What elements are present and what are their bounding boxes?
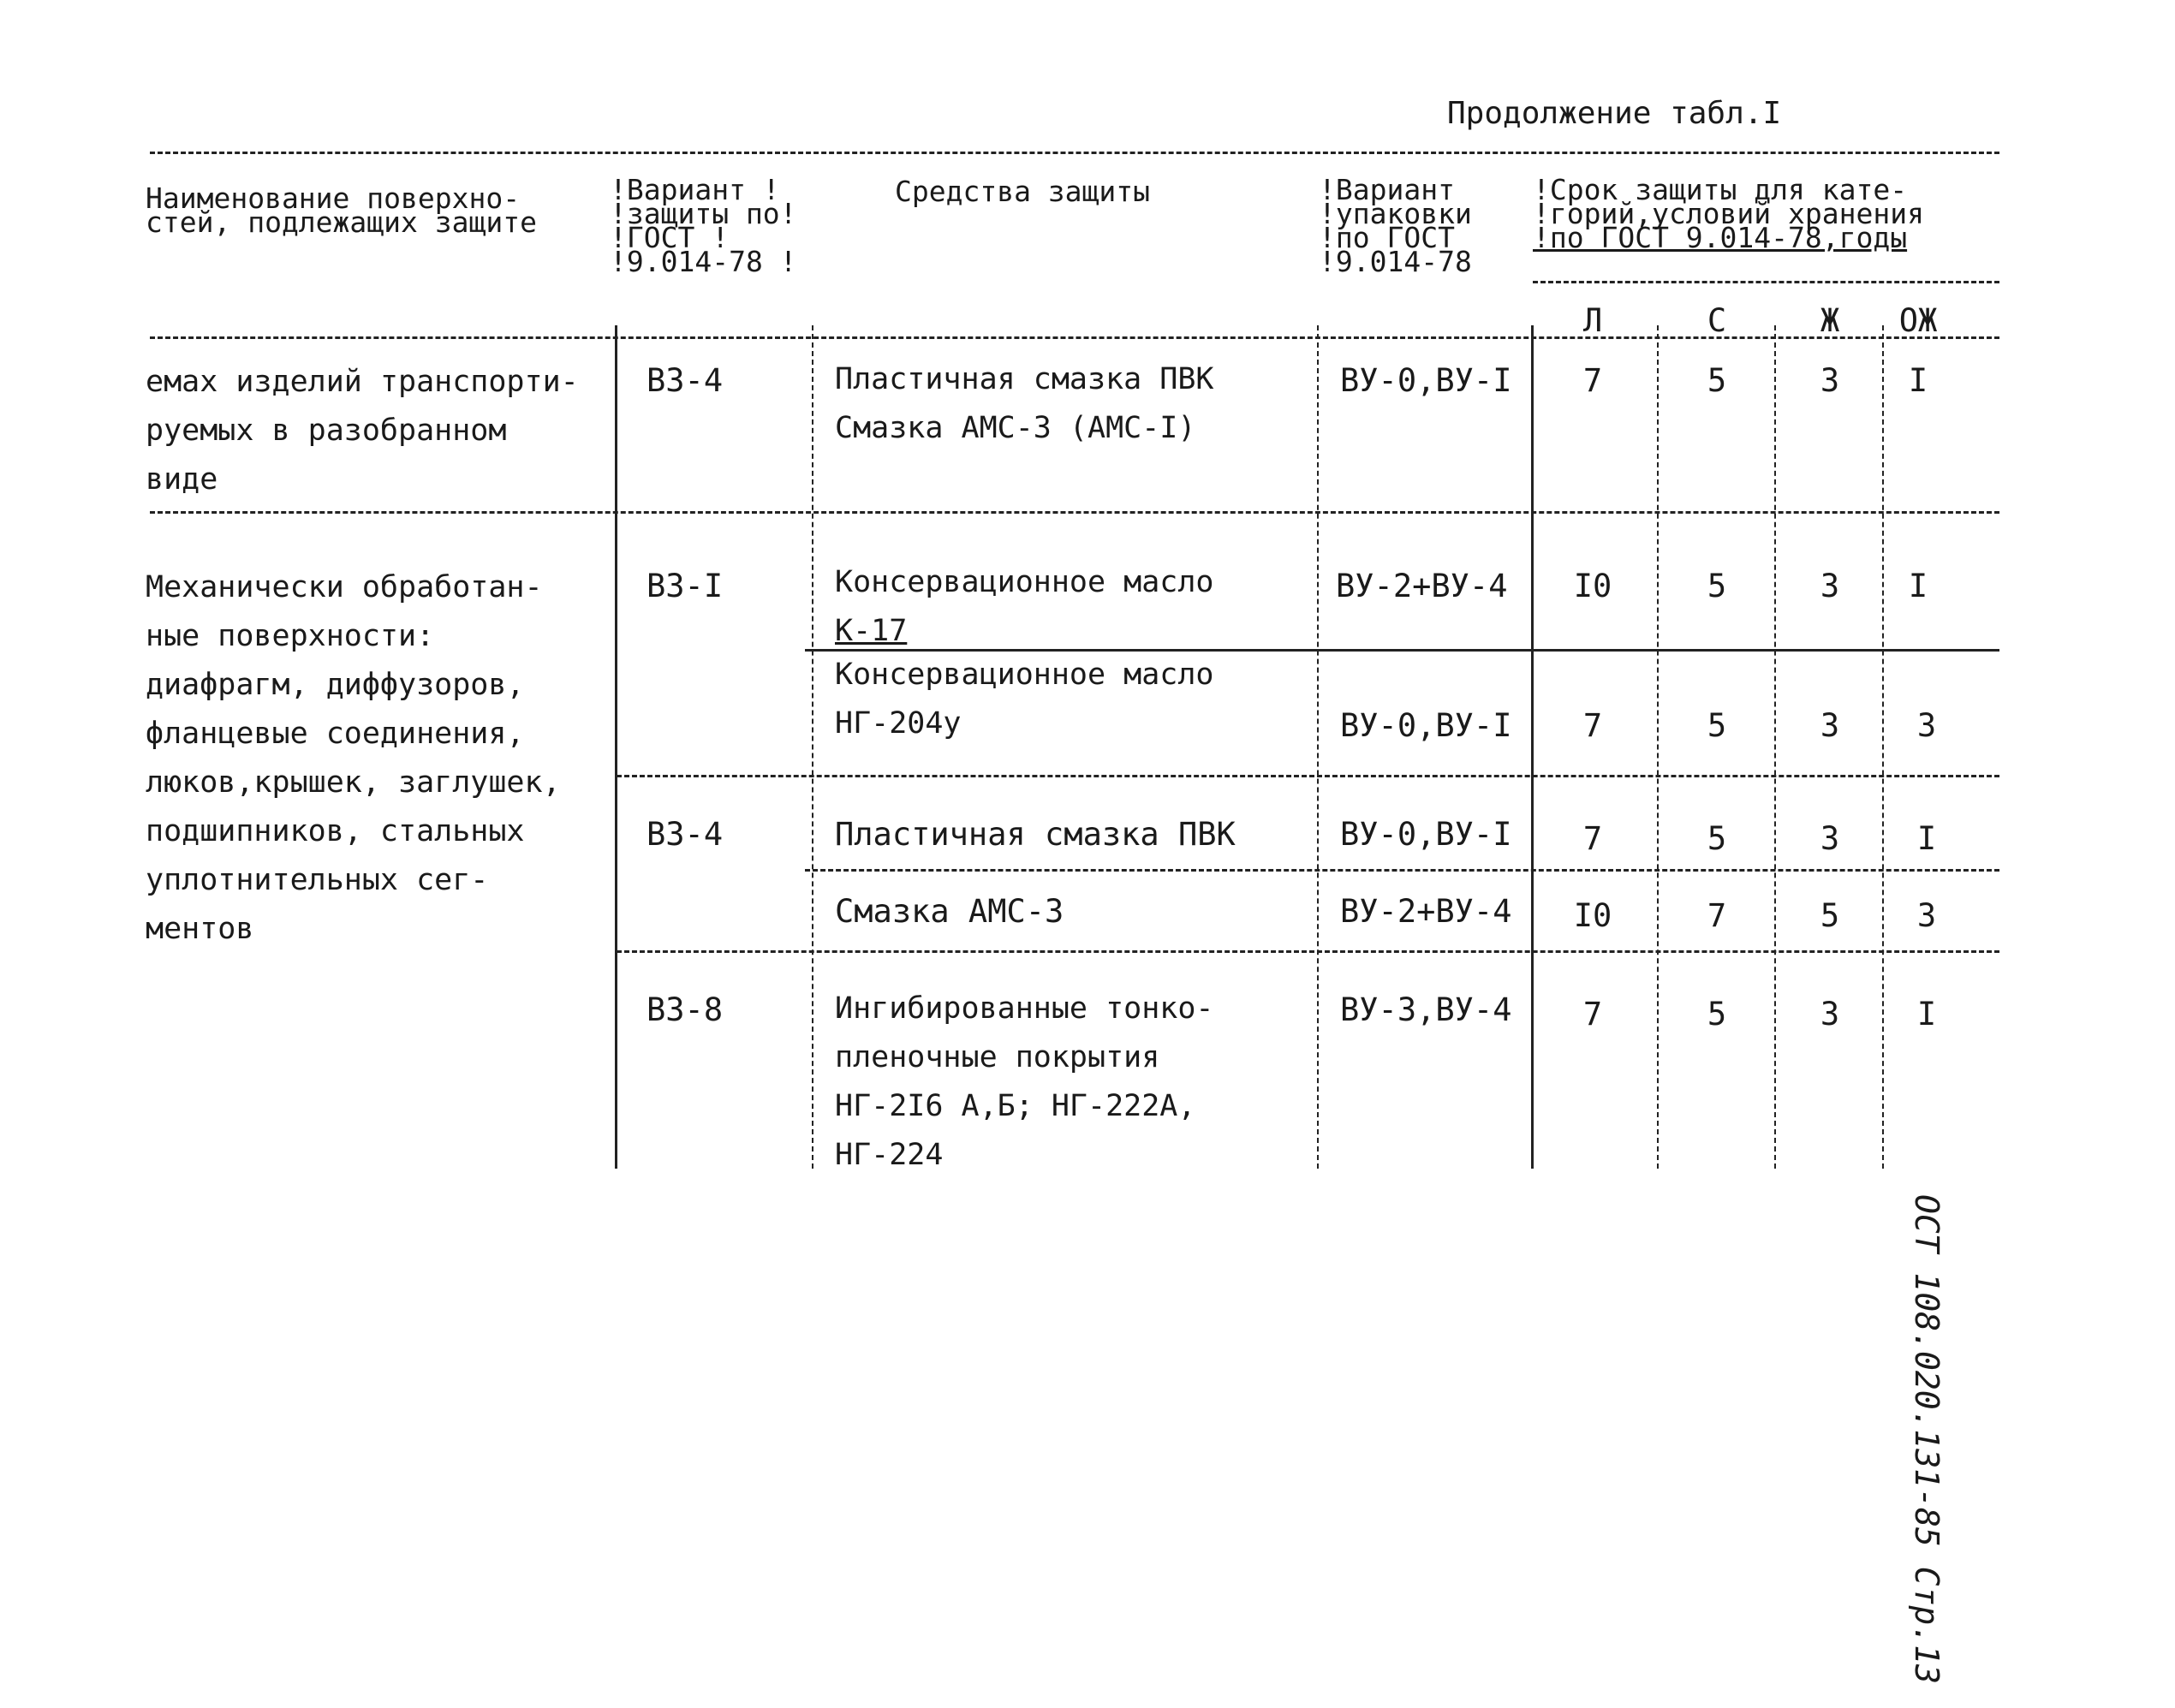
group2-row1-means: Консервационное масло К-17 [835,565,1214,648]
rule-term-sub [1533,281,1999,283]
group1-row1-term-zh: 3 [1820,362,1840,399]
group2-row1-package: ВУ-2+ВУ-4 [1336,568,1508,604]
group2-row3-means: Пластичная смазка ПВК [835,816,1236,853]
group1-row1-variant: ВЗ-4 [647,362,724,399]
group2-row3-term-zh: 3 [1820,820,1840,857]
group2-row3-variant: ВЗ-4 [647,816,724,853]
rule-row-4 [617,950,1999,953]
group2-row4-term-l: I0 [1573,897,1612,934]
group2-row2-package: ВУ-0,ВУ-I [1340,707,1512,744]
group2-row4-term-s: 7 [1707,897,1727,934]
vrule-3 [1317,325,1319,1169]
group2-row4-term-ozh: 3 [1916,897,1937,934]
vrule-7 [1882,325,1884,1169]
rule-group1-bottom [150,511,1999,514]
group1-row1-term-s: 5 [1707,362,1727,399]
group2-row4-package: ВУ-2+ВУ-4 [1340,893,1512,930]
header-package-variant: !Вариант !упаковки !по ГОСТ !9.014-78 [1319,173,1472,278]
group2-row2-term-s: 5 [1707,707,1727,744]
vrule-2 [812,325,813,1169]
group2-row1-term-zh: 3 [1820,568,1840,604]
header-term: !Срок защиты для кате- !горий,условий хранения !по ГОСТ 9.014-78,годы [1533,173,1924,254]
group1-surface: емах изделий транспорти- руемых в разобранном виде [146,365,579,497]
group1-row1-means: Пластичная смазка ПВК Смазка АМС-3 (АМС-I) [835,362,1214,445]
vrule-5 [1657,325,1659,1169]
table-caption: Продолжение табл.I [1447,96,1782,131]
group1-row1-term-l: 7 [1582,362,1603,399]
vrule-6 [1774,325,1776,1169]
rule-top [150,152,1999,154]
group2-row5-variant: ВЗ-8 [647,991,724,1028]
header-means: Средства защиты [895,175,1151,208]
group2-row4-means: Смазка АМС-3 [835,893,1064,930]
group2-row2-means: Консервационное масло НГ-204у [835,658,1214,741]
group2-row1-variant: ВЗ-I [647,568,724,604]
group2-row2-term-l: 7 [1582,707,1603,744]
vrule-1 [615,325,617,1169]
group2-row3-term-l: 7 [1582,820,1603,857]
header-cat-s: С [1707,302,1727,339]
side-document-code: ОСТ 108.020.131-85 Стр.13 [1908,1194,1946,1684]
group2-row5-term-l: 7 [1582,996,1603,1033]
group2-row3-package: ВУ-0,ВУ-I [1340,816,1512,853]
group2-surface: Механически обработан- ные поверхности: диафрагм, диффузоров, фланцевые соединения, люков,крышек, заглушек, подшипников, стальных уплотнительных сег- ментов [146,570,561,946]
group2-row4-term-zh: 5 [1820,897,1840,934]
group2-row5-term-s: 5 [1707,996,1727,1033]
group2-row5-term-zh: 3 [1820,996,1840,1033]
group2-row3-term-s: 5 [1707,820,1727,857]
group1-row1-package: ВУ-0,ВУ-I [1340,362,1512,399]
header-cat-ozh: ОЖ [1898,302,1938,339]
group2-row5-means: Ингибированные тонко- пленочные покрытия НГ-2I6 А,Б; НГ-222А, НГ-224 [835,991,1214,1172]
group2-row2-term-zh: 3 [1820,707,1840,744]
rule-row-3 [805,869,1999,872]
header-protection-variant: !Вариант ! !защиты по! !ГОСТ ! !9.014-78 ! [610,173,797,278]
rule-row-2 [617,775,1999,777]
header-surface: Наименование поверхно- стей, подлежащих защите [146,182,537,239]
group2-row3-term-ozh: I [1916,820,1937,857]
group2-row5-package: ВУ-3,ВУ-4 [1340,991,1512,1028]
group2-row1-term-s: 5 [1707,568,1727,604]
header-cat-zh: Ж [1820,302,1840,339]
group2-row1-term-ozh: I [1908,568,1928,604]
group2-row2-term-ozh: 3 [1916,707,1937,744]
vrule-4 [1531,325,1534,1169]
group2-row5-term-ozh: I [1916,996,1937,1033]
group2-row1-term-l: I0 [1573,568,1612,604]
group1-row1-term-ozh: I [1908,362,1928,399]
header-cat-l: Л [1582,302,1603,339]
